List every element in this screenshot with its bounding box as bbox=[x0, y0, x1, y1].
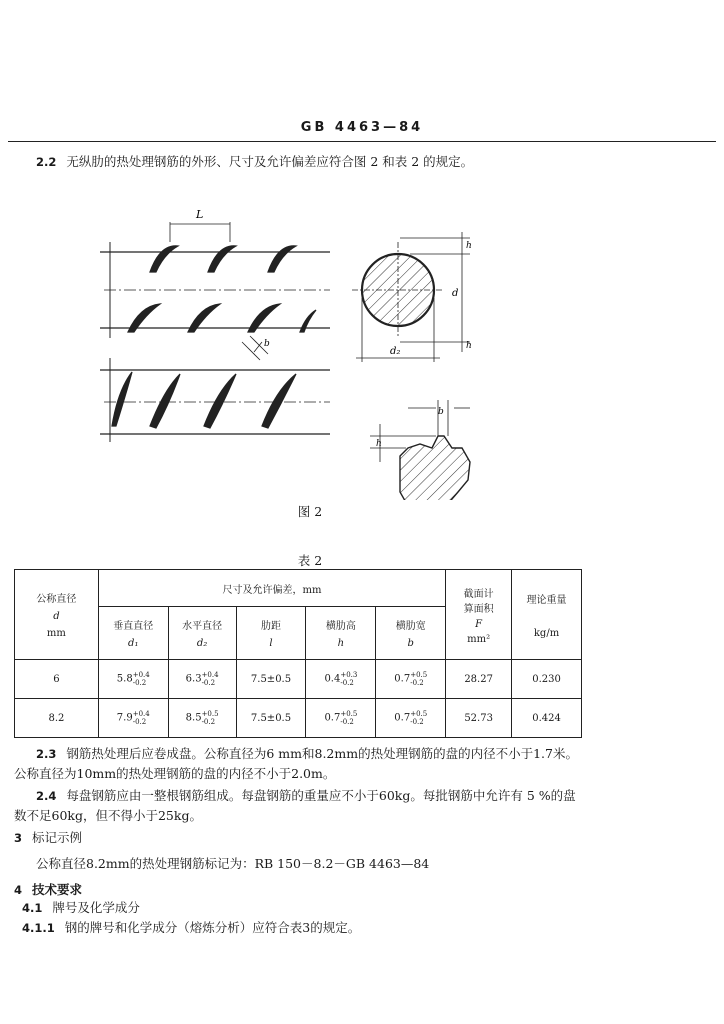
label-d: d bbox=[452, 288, 459, 299]
table-2 bbox=[14, 569, 582, 738]
para-2-4: 2.4 每盘钢筋应由一整根钢筋组成。每盘钢筋的重量应不小于60kg。每批钢筋中允许有 5 %的盘 bbox=[36, 788, 576, 803]
header-pitch: 肋距 l bbox=[236, 607, 306, 660]
header-rib-height: 横肋高 h bbox=[306, 607, 376, 660]
label-d2: d₂ bbox=[390, 346, 401, 357]
header-group: 尺寸及允许偏差，mm bbox=[98, 570, 445, 607]
header-d2: 水平直径 d₂ bbox=[168, 607, 236, 660]
section-3-heading: 3 标记示例 bbox=[14, 830, 83, 845]
rib-detail bbox=[370, 400, 470, 500]
header-nominal-diameter: 公称直径 d mm bbox=[15, 570, 99, 660]
header-weight: 理论重量 kg/m bbox=[512, 570, 582, 660]
label-L: L bbox=[196, 208, 204, 221]
section-4-heading: 4 技术要求 bbox=[14, 882, 83, 897]
table-row: 8.2 7.9 +0.4 -0.2 8.5 +0.5 -0.2 7.5±0.5 0.7 +0.5 -0.2 0.7 +0.5 -0.2 52.73 0.424 bbox=[15, 699, 582, 738]
label-h-bottom: h bbox=[466, 341, 472, 351]
para-4-1-1: 4.1.1 钢的牌号和化学成分（熔炼分析）应符合表3的规定。 bbox=[22, 920, 361, 935]
para-number: 2.2 bbox=[36, 155, 57, 169]
rebar-top-view bbox=[100, 222, 330, 338]
para-number: 2.3 bbox=[36, 747, 57, 761]
para-2-3-cont: 公称直径为10mm的热处理钢筋的盘的内径不小于2.0m。 bbox=[14, 766, 336, 781]
label-b-detail: b bbox=[438, 407, 444, 417]
para-2-4-cont: 数不足60kg，但不得小于25kg。 bbox=[14, 808, 202, 823]
standard-code: GB 4463—84 bbox=[300, 120, 424, 135]
section-4-1-heading: 4.1 牌号及化学成分 bbox=[22, 900, 140, 915]
para-text: 无纵肋的热处理钢筋的外形、尺寸及允许偏差应符合图 2 和表 2 的规定。 bbox=[66, 154, 474, 169]
para-number: 2.4 bbox=[36, 789, 57, 803]
marking-example: 公称直径8.2mm的热处理钢筋标记为：RB 150－8.2－GB 4463—84 bbox=[36, 856, 430, 871]
header-area: 截面计 算面积 F mm² bbox=[446, 570, 512, 660]
figure-2-drawing bbox=[0, 180, 500, 500]
header-rib-width: 横肋宽 b bbox=[376, 607, 446, 660]
para-2-2 bbox=[36, 152, 473, 172]
label-h-top: h bbox=[466, 241, 472, 251]
header-rule bbox=[8, 141, 716, 142]
label-h-detail: h bbox=[376, 439, 382, 449]
figure-caption: 图 2 bbox=[297, 504, 323, 519]
header-d1: 垂直直径 d₁ bbox=[98, 607, 168, 660]
para-2-3: 2.3 钢筋热处理后应卷成盘。公称直径为6 mm和8.2mm的热处理钢筋的盘的内径不小于1.7米。 bbox=[36, 746, 578, 761]
table-title: 表 2 bbox=[297, 553, 323, 568]
table-row: 6 5.8 +0.4 -0.2 6.3 +0.4 -0.2 7.5±0.5 0.4 +0.3 -0.2 0.7 +0.5 -0.2 28.27 0.230 bbox=[15, 660, 582, 699]
rebar-side-view bbox=[100, 336, 330, 442]
label-b-side: b bbox=[264, 339, 270, 349]
